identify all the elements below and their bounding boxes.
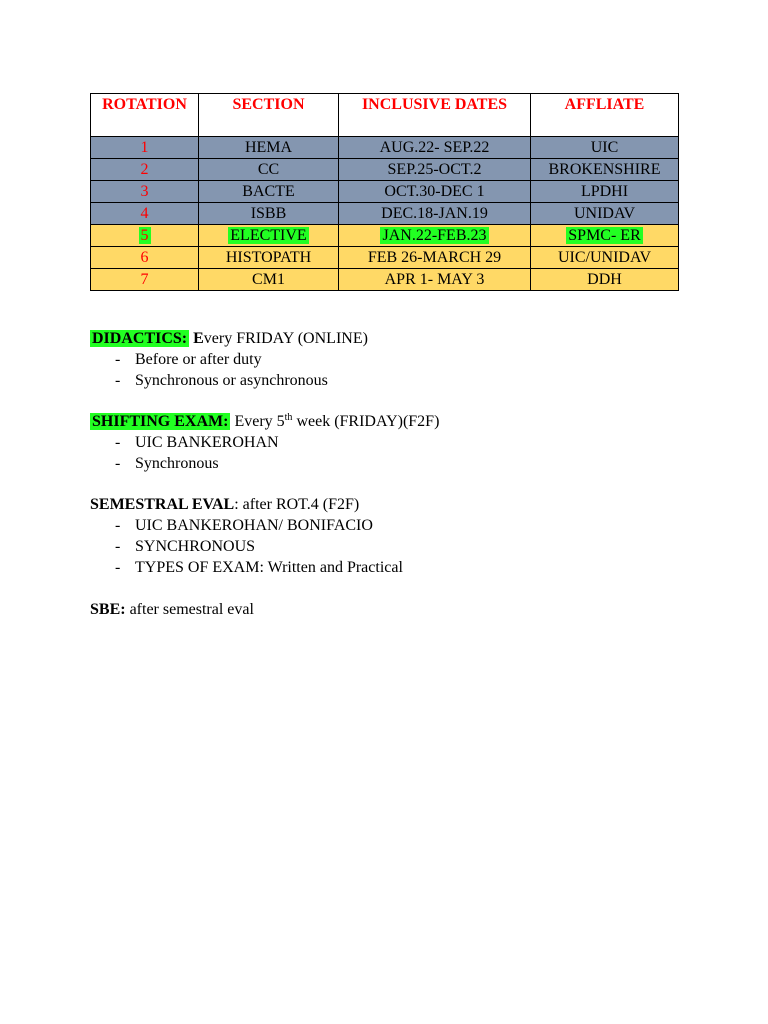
list-item: - UIC BANKEROHAN: [115, 434, 279, 451]
header-section: SECTION: [199, 94, 339, 137]
list-item: - SYNCHRONOUS: [115, 538, 256, 555]
table-row: [91, 247, 679, 269]
table-row: [91, 181, 679, 203]
shifting-exam-heading: [90, 411, 690, 432]
table-body: [91, 137, 679, 291]
rotation-cell: 3: [91, 181, 199, 203]
dates-cell: AUG.22- SEP.22: [339, 137, 531, 159]
didactics-label: DIDACTICS:: [92, 330, 188, 347]
header-inclusive-dates: INCLUSIVE DATES: [339, 94, 531, 137]
semestral-eval-text: : after ROT.4 (F2F): [234, 496, 360, 513]
list-item: - UIC BANKEROHAN/ BONIFACIO: [115, 517, 373, 534]
rotation-cell: 2: [91, 159, 199, 181]
dates-cell: DEC.18-JAN.19: [339, 203, 531, 225]
rotation-cell: 4: [91, 203, 199, 225]
section-cell: HEMA: [199, 137, 339, 159]
section-cell: BACTE: [199, 181, 339, 203]
header-rotation: ROTATION: [91, 94, 199, 137]
shifting-text-a: Every 5: [230, 413, 285, 430]
dates-cell: SEP.25-OCT.2: [339, 159, 531, 181]
header-affiliate: AFFLIATE: [531, 94, 679, 137]
list-item: - Synchronous or asynchronous: [115, 372, 328, 389]
table-row: [91, 137, 679, 159]
table-header-row: [91, 94, 679, 137]
affiliate-cell: DDH: [531, 269, 679, 291]
semestral-eval-heading: [90, 494, 690, 515]
rotation-cell: 5: [91, 225, 199, 247]
rotation-cell: 7: [91, 269, 199, 291]
affiliate-cell: LPDHI: [531, 181, 679, 203]
sbe-text: after semestral eval: [125, 601, 254, 618]
section-cell: ISBB: [199, 203, 339, 225]
table-row: [91, 203, 679, 225]
sbe-label: SBE:: [90, 601, 126, 618]
dates-cell: FEB 26-MARCH 29: [339, 247, 531, 269]
affiliate-cell: UNIDAV: [531, 203, 679, 225]
semestral-eval-block: [90, 494, 690, 578]
shifting-text-b: week (FRIDAY)(F2F): [292, 413, 440, 430]
affiliate-cell: BROKENSHIRE: [531, 159, 679, 181]
section-cell: ELECTIVE: [199, 225, 339, 247]
didactics-block: [90, 328, 690, 391]
list-item: - Before or after duty: [115, 351, 262, 368]
section-cell: HISTOPATH: [199, 247, 339, 269]
shifting-sup: th: [284, 412, 293, 423]
shifting-exam-block: [90, 411, 690, 474]
table-row: [91, 159, 679, 181]
dates-cell: APR 1- MAY 3: [339, 269, 531, 291]
list-item: - Synchronous: [115, 455, 219, 472]
shifting-exam-label: SHIFTING EXAM:: [92, 413, 229, 430]
dates-cell: JAN.22-FEB.23: [339, 225, 531, 247]
affiliate-cell: UIC: [531, 137, 679, 159]
didactics-bold-letter: E: [193, 330, 204, 347]
table-row: [91, 269, 679, 291]
table-row: [91, 225, 679, 247]
list-item: - TYPES OF EXAM: Written and Practical: [115, 559, 403, 576]
didactics-heading: [90, 328, 690, 349]
rotation-cell: 6: [91, 247, 199, 269]
affiliate-cell: SPMC- ER: [531, 225, 679, 247]
didactics-text: very FRIDAY (ONLINE): [203, 330, 368, 347]
section-cell: CM1: [199, 269, 339, 291]
section-cell: CC: [199, 159, 339, 181]
affiliate-cell: UIC/UNIDAV: [531, 247, 679, 269]
rotation-table: [90, 93, 679, 291]
sbe-line: [90, 599, 690, 620]
semestral-eval-label: SEMESTRAL EVAL: [90, 496, 235, 513]
dates-cell: OCT.30-DEC 1: [339, 181, 531, 203]
sbe-block: [90, 599, 690, 620]
rotation-cell: 1: [91, 137, 199, 159]
